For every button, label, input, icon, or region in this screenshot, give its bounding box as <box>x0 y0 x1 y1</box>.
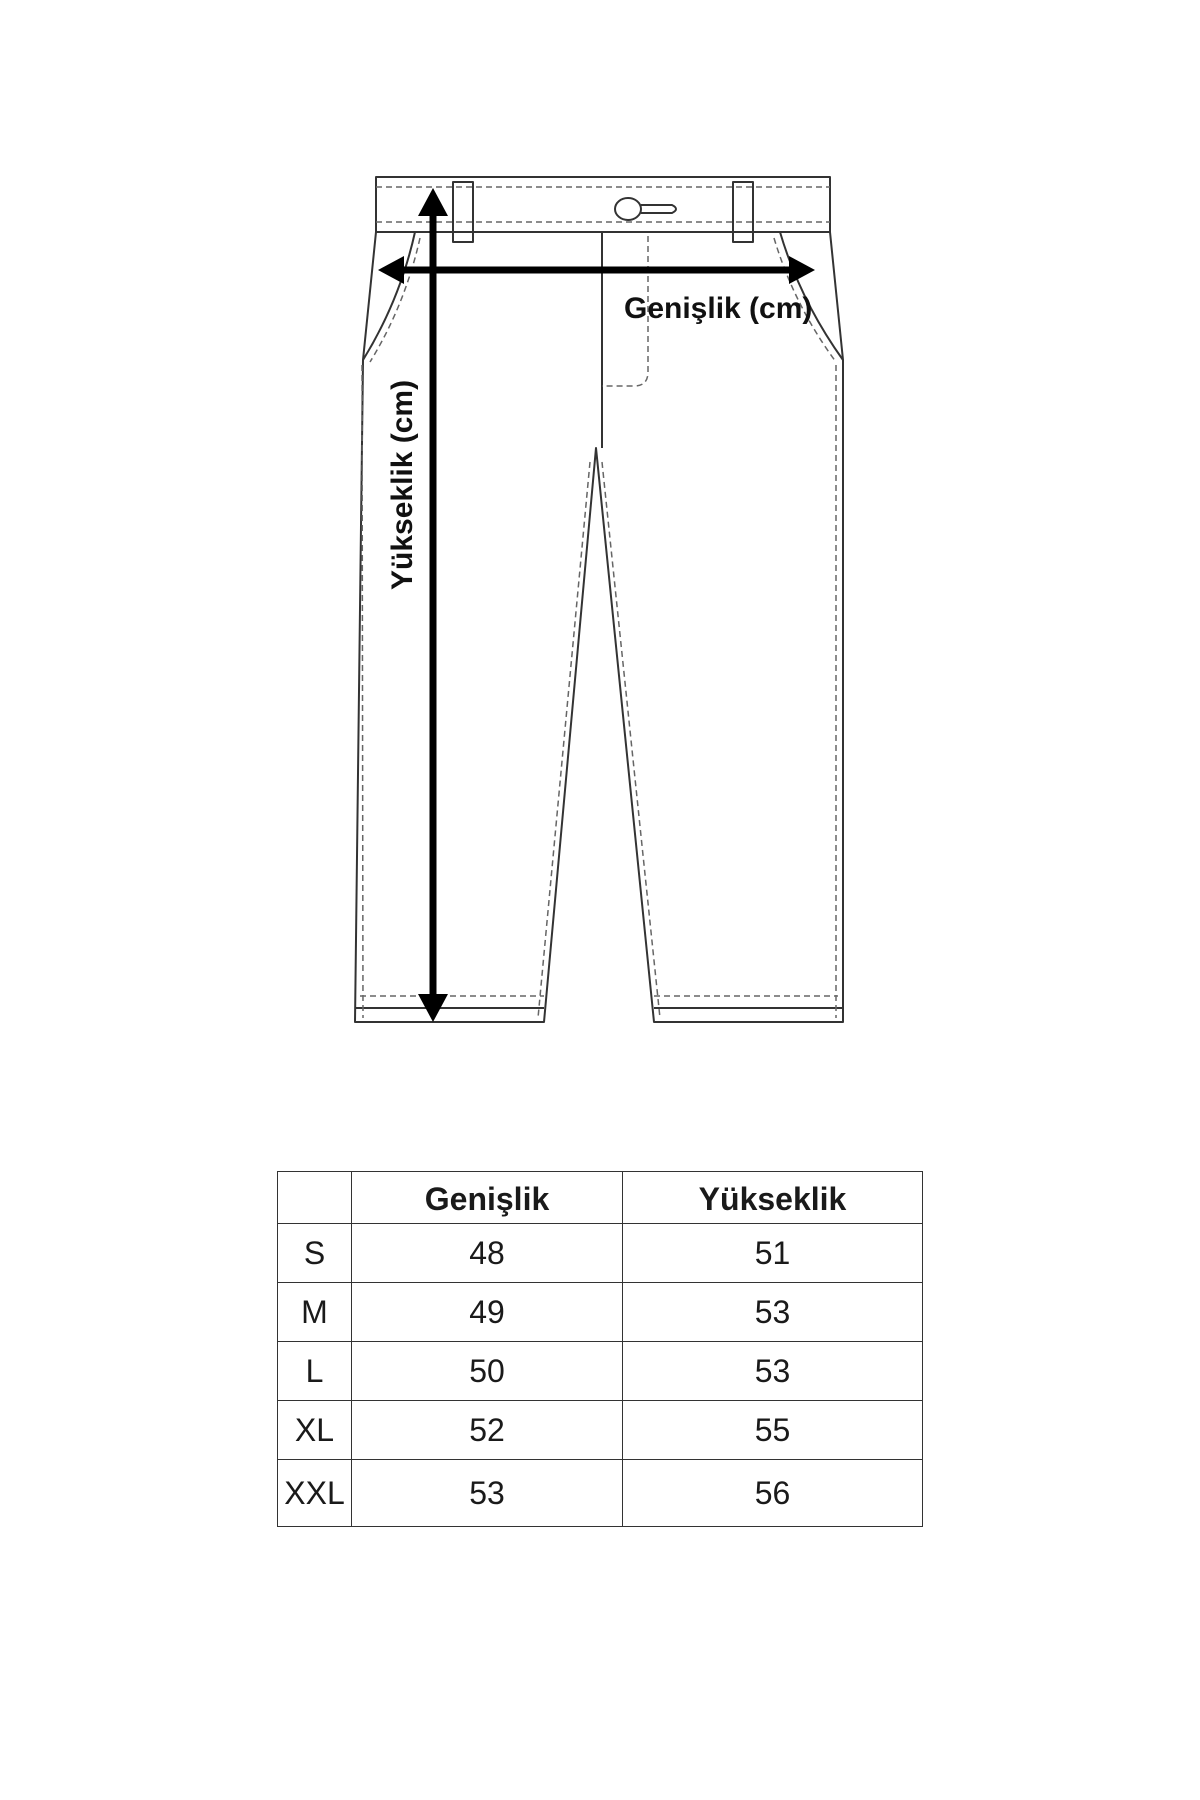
table-row <box>278 1342 923 1401</box>
header-height: Yükseklik <box>623 1172 923 1224</box>
button-tab <box>641 205 676 213</box>
width-cell: 49 <box>352 1283 623 1342</box>
width-arrow <box>378 256 815 284</box>
size-cell: S <box>278 1224 352 1283</box>
width-cell: 48 <box>352 1224 623 1283</box>
width-cell: 53 <box>352 1460 623 1527</box>
pocket-left <box>363 232 415 360</box>
size-cell: XXL <box>278 1460 352 1527</box>
width-label: Genişlik (cm) <box>624 292 813 325</box>
width-cell: 50 <box>352 1342 623 1401</box>
height-arrow <box>418 188 448 1022</box>
header-width: Genişlik <box>352 1172 623 1224</box>
table-row <box>278 1283 923 1342</box>
height-label: Yükseklik (cm) <box>386 379 419 590</box>
width-cell: 52 <box>352 1401 623 1460</box>
height-cell: 53 <box>623 1283 923 1342</box>
height-cell: 51 <box>623 1224 923 1283</box>
pants-body <box>355 232 843 1022</box>
size-cell: L <box>278 1342 352 1401</box>
size-cell: M <box>278 1283 352 1342</box>
table-row <box>278 1224 923 1283</box>
height-cell: 56 <box>623 1460 923 1527</box>
size-cell: XL <box>278 1401 352 1460</box>
size-chart-table <box>277 1171 923 1527</box>
table-header-row <box>278 1172 923 1224</box>
waistband <box>376 177 830 232</box>
table-row <box>278 1460 923 1527</box>
button-icon <box>615 198 641 220</box>
header-size <box>278 1172 352 1224</box>
height-cell: 55 <box>623 1401 923 1460</box>
height-cell: 53 <box>623 1342 923 1401</box>
table-row <box>278 1401 923 1460</box>
